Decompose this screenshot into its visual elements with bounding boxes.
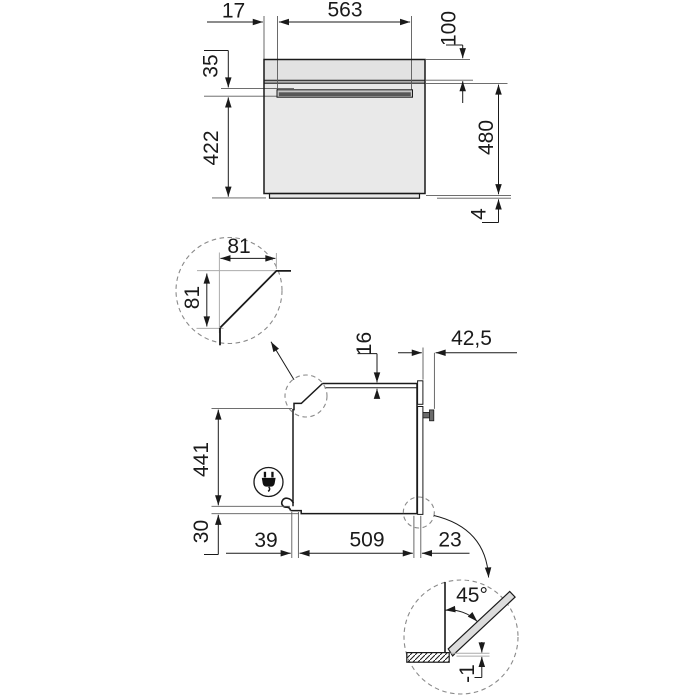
power-cable: [282, 498, 294, 510]
front-elevation-view: [200, 0, 512, 223]
dim-label-81-v: 81: [181, 285, 204, 310]
dim-label-minus1: -1: [456, 664, 479, 683]
side-section-view: [190, 327, 517, 578]
dim-label-100: 100: [437, 10, 461, 47]
door-front-frame: [418, 381, 423, 515]
highlight-circle-top-corner: [285, 375, 327, 417]
dim-label-35: 35: [199, 54, 223, 78]
handle-knob: [423, 410, 434, 421]
dim-label-17: 17: [221, 0, 246, 23]
dim-label-16: 16: [353, 331, 376, 356]
dim-label-30: 30: [190, 519, 213, 544]
dim-chamfer-height-81: [181, 274, 207, 327]
dim-door-422: [200, 97, 228, 196]
dim-handle-42-5: [398, 327, 517, 353]
dim-chamfer-width-81: [220, 235, 275, 258]
corner-chamfer-detail: [176, 235, 291, 345]
dim-rear-39: [226, 529, 291, 553]
power-plug-icon: [254, 468, 283, 497]
dim-height-441: [190, 410, 218, 506]
door-angle-detail: [404, 580, 518, 694]
dim-label-509: 509: [349, 528, 385, 552]
side-extension-lines: [212, 348, 435, 559]
dim-label-81-h: 81: [227, 235, 251, 258]
side-body-outline: [291, 384, 417, 514]
dim-plinth-4: [468, 199, 499, 222]
dim-label-480: 480: [475, 119, 498, 156]
dim-panel-100: [438, 11, 463, 103]
dim-offset-17: [207, 0, 263, 23]
dim-height-480: [475, 85, 499, 195]
dim-label-42-5: 42,5: [451, 327, 492, 350]
dim-handle-35: [200, 51, 229, 88]
shelf-cross-section: [407, 653, 449, 663]
dim-label-39: 39: [254, 529, 278, 552]
dim-front-23: [422, 529, 470, 554]
angle-arc: [445, 610, 477, 621]
dim-label-45deg: 45°: [456, 584, 488, 607]
dim-label-441: 441: [190, 441, 213, 478]
dim-recess-16: [353, 332, 377, 397]
leader-to-chamfer-detail: [271, 342, 294, 380]
dim-width-563: [279, 0, 410, 22]
door-handle-bar: [277, 90, 413, 97]
dim-depth-509: [300, 529, 413, 554]
dim-label-23: 23: [438, 528, 462, 552]
dim-bottom-30: [190, 515, 218, 555]
dim-label-4: 4: [467, 208, 491, 220]
dim-label-422: 422: [200, 130, 223, 166]
dim-label-563: 563: [327, 0, 363, 22]
control-panel-band: [264, 60, 425, 81]
